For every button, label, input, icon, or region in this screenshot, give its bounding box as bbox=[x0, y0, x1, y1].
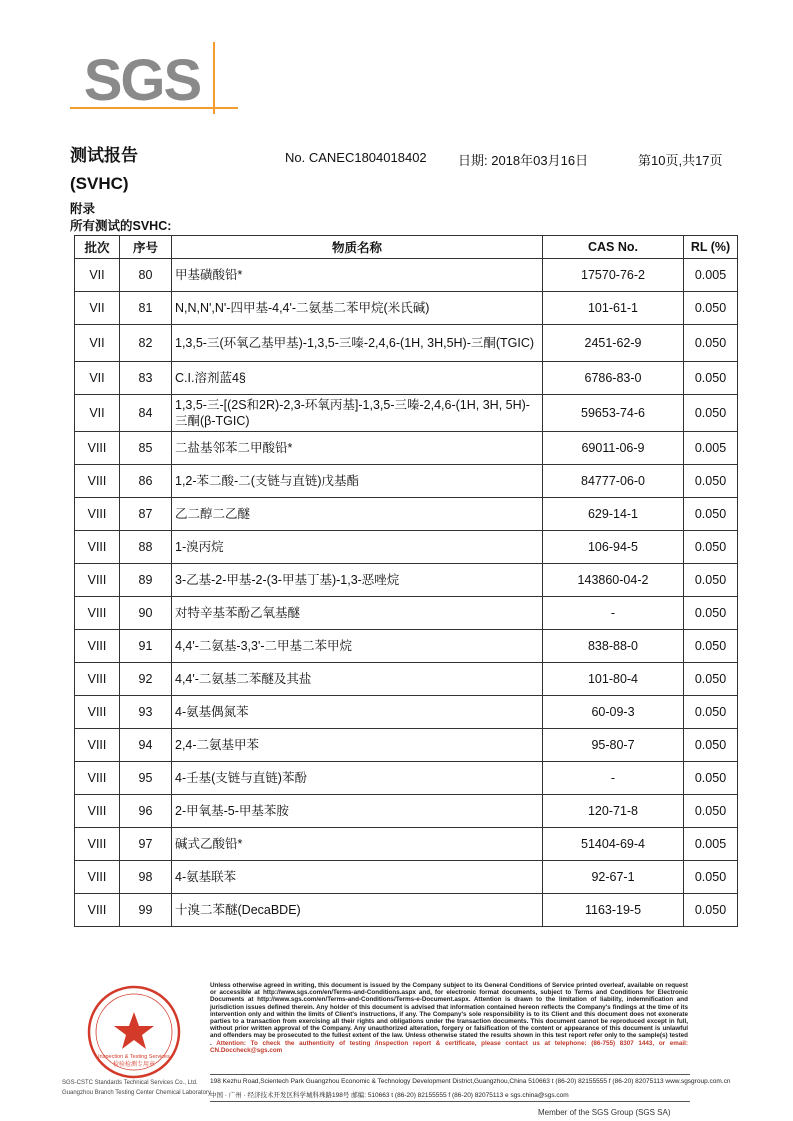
address-chinese: 中国 · 广州 · 经济技术开发区科学城科珠路198号 邮编: 510663 t (86-20) 82155555 f (86-20) 82075113 e sgs.china@sgs.com bbox=[210, 1092, 569, 1099]
reporting-limit-cell: 0.050 bbox=[684, 762, 738, 795]
appendix-label: 附录 bbox=[70, 202, 96, 216]
number-cell: 97 bbox=[120, 828, 172, 861]
number-cell: 90 bbox=[120, 597, 172, 630]
column-header-substance: 物质名称 bbox=[172, 236, 543, 259]
table-row bbox=[75, 597, 738, 630]
number-cell: 98 bbox=[120, 861, 172, 894]
batch-cell: VIII bbox=[75, 828, 120, 861]
substance-name-cell: 十溴二苯醚(DecaBDE) bbox=[172, 894, 543, 927]
sgs-member-notice: Member of the SGS Group (SGS SA) bbox=[538, 1108, 671, 1117]
substance-name-cell: 4,4'-二氨基二苯醚及其盐 bbox=[172, 663, 543, 696]
reporting-limit-cell: 0.050 bbox=[684, 325, 738, 362]
reporting-limit-cell: 0.005 bbox=[684, 828, 738, 861]
number-cell: 87 bbox=[120, 498, 172, 531]
substance-name-cell: 3-乙基-2-甲基-2-(3-甲基丁基)-1,3-恶唑烷 bbox=[172, 564, 543, 597]
substance-name-cell: C.I.溶剂蓝4§ bbox=[172, 362, 543, 395]
reporting-limit-cell: 0.050 bbox=[684, 498, 738, 531]
cas-number-cell: 6786-83-0 bbox=[543, 362, 684, 395]
batch-cell: VII bbox=[75, 395, 120, 432]
reporting-limit-cell: 0.050 bbox=[684, 663, 738, 696]
table-row bbox=[75, 696, 738, 729]
batch-cell: VIII bbox=[75, 762, 120, 795]
number-cell: 94 bbox=[120, 729, 172, 762]
svhc-table bbox=[74, 235, 738, 927]
substance-name-cell: 4-壬基(支链与直链)苯酚 bbox=[172, 762, 543, 795]
cas-number-cell: 1163-19-5 bbox=[543, 894, 684, 927]
number-cell: 92 bbox=[120, 663, 172, 696]
reporting-limit-cell: 0.050 bbox=[684, 362, 738, 395]
substance-name-cell: 二盐基邻苯二甲酸铅* bbox=[172, 432, 543, 465]
cas-number-cell: 60-09-3 bbox=[543, 696, 684, 729]
address-english: 198 Kezhu Road,Scientech Park Guangzhou Economic & Technology Development District,Guangzhou,China 510663 t (86-20) 82155555 f (86-20) 82075113 www.sgsgroup.com.cn bbox=[210, 1078, 731, 1085]
company-name-en: SGS-CSTC Standards Technical Services Co., Ltd. bbox=[62, 1080, 198, 1086]
table-row bbox=[75, 663, 738, 696]
number-cell: 80 bbox=[120, 259, 172, 292]
table-row bbox=[75, 564, 738, 597]
substance-name-cell: 乙二醇二乙醚 bbox=[172, 498, 543, 531]
table-row bbox=[75, 259, 738, 292]
cas-number-cell: - bbox=[543, 597, 684, 630]
reporting-limit-cell: 0.050 bbox=[684, 395, 738, 432]
cas-number-cell: 120-71-8 bbox=[543, 795, 684, 828]
column-header-rl: RL (%) bbox=[684, 236, 738, 259]
batch-cell: VIII bbox=[75, 894, 120, 927]
substance-name-cell: 1-溴丙烷 bbox=[172, 531, 543, 564]
substance-name-cell: 4-氨基联苯 bbox=[172, 861, 543, 894]
reporting-limit-cell: 0.050 bbox=[684, 564, 738, 597]
batch-cell: VIII bbox=[75, 432, 120, 465]
disclaimer-text bbox=[210, 982, 688, 1054]
reporting-limit-cell: 0.050 bbox=[684, 795, 738, 828]
reporting-limit-cell: 0.005 bbox=[684, 259, 738, 292]
inspection-stamp bbox=[62, 982, 206, 1094]
cas-number-cell: 84777-06-0 bbox=[543, 465, 684, 498]
reporting-limit-cell: 0.050 bbox=[684, 465, 738, 498]
table-row bbox=[75, 292, 738, 325]
reporting-limit-cell: 0.050 bbox=[684, 531, 738, 564]
report-subtitle: (SVHC) bbox=[70, 174, 129, 193]
section-title: 所有测试的SVHC: bbox=[70, 219, 172, 233]
substance-name-cell: 对特辛基苯酚乙氧基醚 bbox=[172, 597, 543, 630]
svg-text:SGS: SGS bbox=[83, 48, 201, 113]
number-cell: 81 bbox=[120, 292, 172, 325]
batch-cell: VII bbox=[75, 325, 120, 362]
cas-number-cell: 101-80-4 bbox=[543, 663, 684, 696]
footer-divider-bottom bbox=[210, 1101, 690, 1102]
table-row bbox=[75, 465, 738, 498]
table-header-row bbox=[75, 236, 738, 259]
table-row bbox=[75, 861, 738, 894]
cas-number-cell: 59653-74-6 bbox=[543, 395, 684, 432]
substance-name-cell: 4-氨基偶氮苯 bbox=[172, 696, 543, 729]
substance-name-cell: 碱式乙酸铅* bbox=[172, 828, 543, 861]
batch-cell: VII bbox=[75, 362, 120, 395]
cas-number-cell: 101-61-1 bbox=[543, 292, 684, 325]
substance-name-cell: 1,3,5-三-[(2S和2R)-2,3-环氧丙基]-1,3,5-三嗪-2,4,6-(1H, 3H, 5H)-三酮(β-TGIC) bbox=[172, 395, 543, 432]
column-header-cas: CAS No. bbox=[543, 236, 684, 259]
substance-name-cell: 2-甲氧基-5-甲基苯胺 bbox=[172, 795, 543, 828]
number-cell: 85 bbox=[120, 432, 172, 465]
table-row bbox=[75, 325, 738, 362]
batch-cell: VIII bbox=[75, 465, 120, 498]
number-cell: 88 bbox=[120, 531, 172, 564]
batch-cell: VIII bbox=[75, 531, 120, 564]
report-title: 测试报告 bbox=[70, 146, 138, 165]
column-header-batch: 批次 bbox=[75, 236, 120, 259]
footer-divider bbox=[210, 1074, 690, 1075]
authenticity-notice: Attention: To check the authenticity of testing /inspection report & certificate, please contact us at telephone: (86-755) 8307 1443, or email: CN.Doccheck@sgs.com bbox=[210, 1039, 688, 1054]
number-cell: 86 bbox=[120, 465, 172, 498]
table-row bbox=[75, 828, 738, 861]
number-cell: 93 bbox=[120, 696, 172, 729]
batch-cell: VII bbox=[75, 259, 120, 292]
cas-number-cell: - bbox=[543, 762, 684, 795]
reporting-limit-cell: 0.050 bbox=[684, 729, 738, 762]
reporting-limit-cell: 0.050 bbox=[684, 894, 738, 927]
sgs-logo bbox=[70, 40, 240, 115]
batch-cell: VIII bbox=[75, 564, 120, 597]
number-cell: 96 bbox=[120, 795, 172, 828]
cas-number-cell: 143860-04-2 bbox=[543, 564, 684, 597]
page-indicator: 第10页,共17页 bbox=[638, 153, 723, 168]
number-cell: 95 bbox=[120, 762, 172, 795]
report-date: 日期: 2018年03月16日 bbox=[458, 153, 589, 168]
number-cell: 83 bbox=[120, 362, 172, 395]
number-cell: 82 bbox=[120, 325, 172, 362]
reporting-limit-cell: 0.050 bbox=[684, 292, 738, 325]
cas-number-cell: 17570-76-2 bbox=[543, 259, 684, 292]
batch-cell: VIII bbox=[75, 861, 120, 894]
svg-text:检验检测专用章: 检验检测专用章 bbox=[112, 1061, 156, 1068]
company-branch-en: Guangzhou Branch Testing Center Chemical Laboratory. bbox=[62, 1090, 213, 1096]
number-cell: 91 bbox=[120, 630, 172, 663]
table-row bbox=[75, 630, 738, 663]
table-row bbox=[75, 795, 738, 828]
batch-cell: VIII bbox=[75, 696, 120, 729]
svg-text:Inspection & Testing Services: Inspection & Testing Services bbox=[98, 1054, 170, 1060]
batch-cell: VIII bbox=[75, 795, 120, 828]
cas-number-cell: 92-67-1 bbox=[543, 861, 684, 894]
batch-cell: VIII bbox=[75, 729, 120, 762]
substance-name-cell: 甲基磺酸铅* bbox=[172, 259, 543, 292]
table-row bbox=[75, 531, 738, 564]
cas-number-cell: 95-80-7 bbox=[543, 729, 684, 762]
reporting-limit-cell: 0.050 bbox=[684, 861, 738, 894]
number-cell: 99 bbox=[120, 894, 172, 927]
table-row bbox=[75, 395, 738, 432]
substance-name-cell: N,N,N',N'-四甲基-4,4'-二氨基二苯甲烷(米氏碱) bbox=[172, 292, 543, 325]
cas-number-cell: 838-88-0 bbox=[543, 630, 684, 663]
table-row bbox=[75, 729, 738, 762]
disclaimer-body: Unless otherwise agreed in writing, this document is issued by the Company subject to its General Conditions of Service printed overleaf, available on request or accessible at http://www.sgs.com/en/Terms-and-Conditions.aspx and, for electronic format documents, subject to Terms and Conditions for Electronic Documents at http://www.sgs.com/en/Terms-and-Conditions/Terms-e-Document.aspx. Attention is drawn to the limitation of liability, indemnification and jurisdiction issues defined therein. Any holder of this document is advised that information contained hereon reflects the Company's findings at the time of its intervention only and within the limits of Client's instructions, if any. The Company's sole responsibility is to its Client and this document does not exonerate parties to a transaction from exercising all their rights and obligations under the transaction documents. This document cannot be reproduced except in full, without prior written approval of the Company. Any unauthorized alteration, forgery or falsification of the content or appearance of this document is unlawful and offenders may be prosecuted to the fullest extent of the law. Unless otherwise stated the results shown in this test report refer only to the sample(s) tested . bbox=[210, 982, 688, 1047]
substance-name-cell: 1,3,5-三(环氧乙基甲基)-1,3,5-三嗪-2,4,6-(1H, 3H,5H)-三酮(TGIC) bbox=[172, 325, 543, 362]
number-cell: 84 bbox=[120, 395, 172, 432]
report-number: No. CANEC1804018402 bbox=[285, 150, 427, 165]
table-row bbox=[75, 432, 738, 465]
number-cell: 89 bbox=[120, 564, 172, 597]
cas-number-cell: 629-14-1 bbox=[543, 498, 684, 531]
batch-cell: VII bbox=[75, 292, 120, 325]
cas-number-cell: 2451-62-9 bbox=[543, 325, 684, 362]
batch-cell: VIII bbox=[75, 597, 120, 630]
reporting-limit-cell: 0.050 bbox=[684, 597, 738, 630]
cas-number-cell: 51404-69-4 bbox=[543, 828, 684, 861]
table-row bbox=[75, 894, 738, 927]
column-header-number: 序号 bbox=[120, 236, 172, 259]
table-row bbox=[75, 498, 738, 531]
substance-name-cell: 2,4-二氨基甲苯 bbox=[172, 729, 543, 762]
table-row bbox=[75, 362, 738, 395]
cas-number-cell: 106-94-5 bbox=[543, 531, 684, 564]
substance-name-cell: 1,2-苯二酸-二(支链与直链)戊基酯 bbox=[172, 465, 543, 498]
table-row bbox=[75, 762, 738, 795]
batch-cell: VIII bbox=[75, 498, 120, 531]
substance-name-cell: 4,4'-二氨基-3,3'-二甲基二苯甲烷 bbox=[172, 630, 543, 663]
batch-cell: VIII bbox=[75, 663, 120, 696]
reporting-limit-cell: 0.050 bbox=[684, 630, 738, 663]
cas-number-cell: 69011-06-9 bbox=[543, 432, 684, 465]
reporting-limit-cell: 0.050 bbox=[684, 696, 738, 729]
reporting-limit-cell: 0.005 bbox=[684, 432, 738, 465]
batch-cell: VIII bbox=[75, 630, 120, 663]
